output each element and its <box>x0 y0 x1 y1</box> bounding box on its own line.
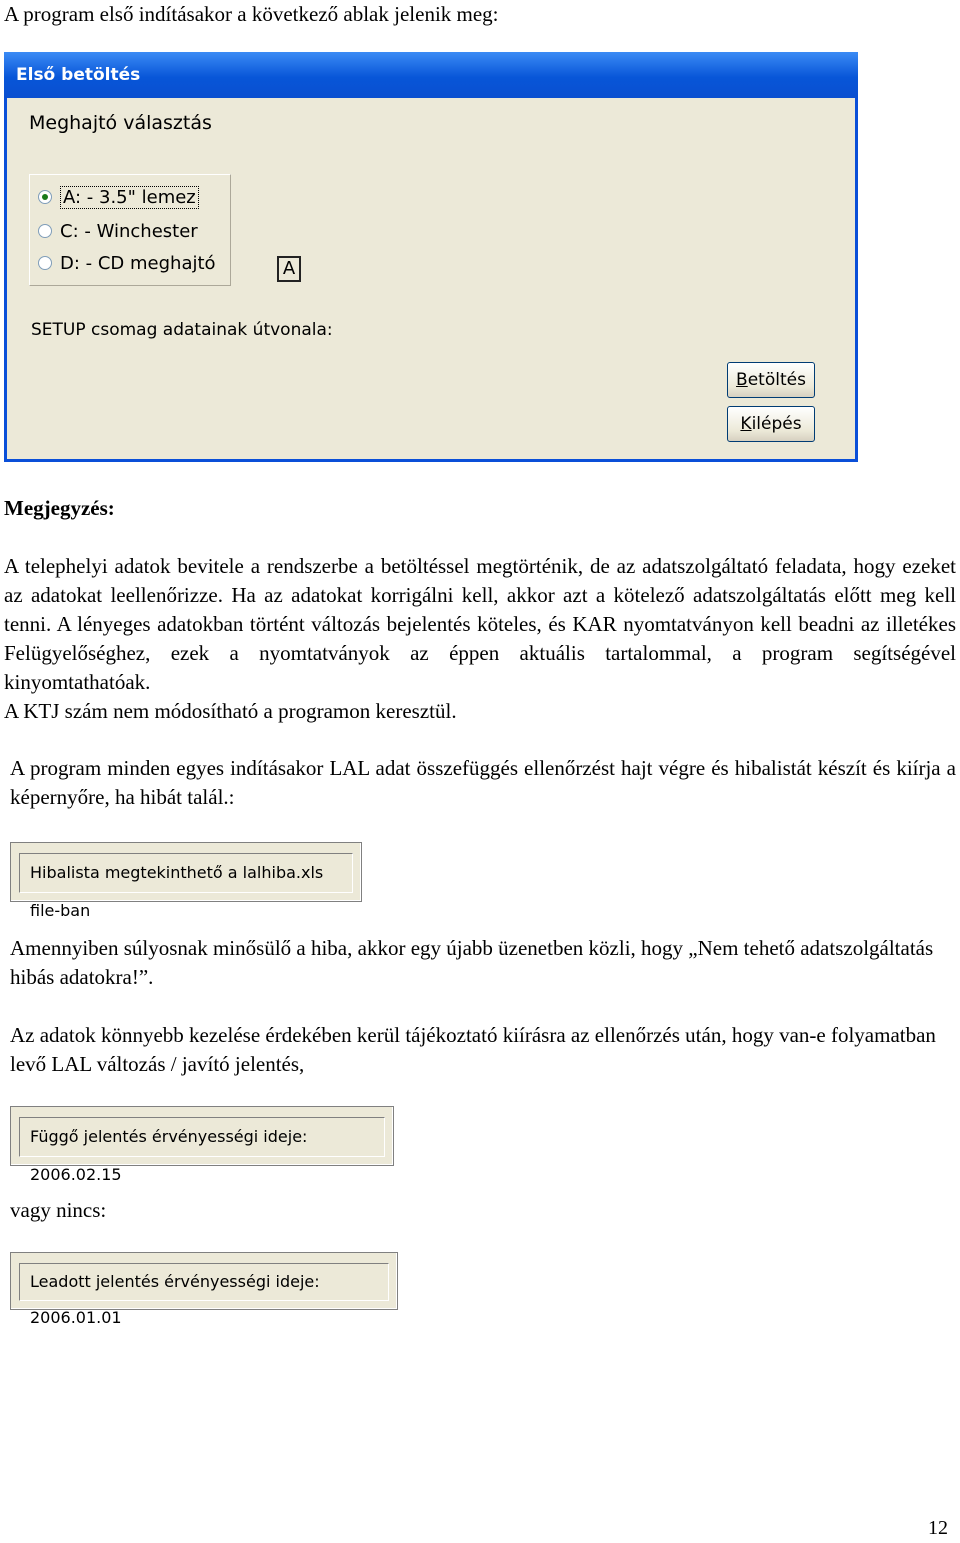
dialog-title: Első betöltés <box>4 52 858 98</box>
radio-label: A: - 3.5" lemez <box>60 186 199 209</box>
radio-drive-c[interactable] <box>38 217 198 245</box>
pending-report-panel <box>10 1106 394 1184</box>
drive-letter-box: A <box>277 256 301 282</box>
submitted-report-panel <box>10 1252 398 1327</box>
submitted-report-text: Leadott jelentés érvényességi ideje: 2006.01.01 <box>19 1263 389 1301</box>
radio-drive-a[interactable] <box>38 183 199 211</box>
pending-report-text: Függő jelentés érvényességi ideje: 2006.02.15 <box>19 1117 385 1157</box>
note-paragraph: A telephelyi adatok bevitele a rendszerbe a betöltéssel megtörténik, de az adatszolgáltató feladata, hogy ezeket az adatokat leellenőrizze. Ha az adatokat korrigálni kell, akkor azt a kötelező adatszolgáltatás előtt meg kell tenni. A lényeges adatokban történt változás bejelentés köteles, és KAR nyomtatványon kell beadni az illetékes Felügyelőséghez, ezek a nyomtatványok az éppen aktuális tartalommal, a program segítségével kinyomtathatóak. <box>4 554 956 694</box>
note-heading: Megjegyzés: <box>4 496 115 520</box>
error-list-text: Hibalista megtekinthető a lalhiba.xls file-ban <box>19 853 353 893</box>
first-load-dialog <box>4 52 858 462</box>
drive-select-label: Meghajtó választás <box>29 112 212 134</box>
info-paragraph: Az adatok könnyebb kezelése érdekében kerül tájékoztató kiírásra az ellenőrzés után, hogy van-e folyamatban levő LAL változás / javító jelentés, <box>10 1023 936 1076</box>
or-none-text: vagy nincs: <box>10 1198 107 1222</box>
radio-drive-d[interactable] <box>38 249 216 277</box>
exit-button[interactable]: Kilépés <box>727 406 815 442</box>
setup-path-label: SETUP csomag adatainak útvonala: <box>31 320 333 340</box>
radio-checked-icon <box>38 190 52 204</box>
radio-label: D: - CD meghajtó <box>60 252 216 274</box>
lal-paragraph: A program minden egyes indításakor LAL adat összefüggés ellenőrzést hajt végre és hibalistát készít és kiírja a képernyőre, ha hibát talál.: <box>10 756 956 809</box>
radio-label: C: - Winchester <box>60 220 198 242</box>
error-list-panel <box>10 842 362 920</box>
intro-text: A program első indításakor a következő ablak jelenik meg: <box>4 2 499 26</box>
load-button[interactable]: Betöltés <box>727 362 815 398</box>
page-number: 12 <box>928 1517 948 1539</box>
drive-radio-group <box>29 174 231 286</box>
radio-unchecked-icon <box>38 224 52 238</box>
serious-error-paragraph: Amennyiben súlyosnak minősülő a hiba, akkor egy újabb üzenetben közli, hogy „Nem tehető adatszolgáltatás hibás adatokra!”. <box>10 936 934 989</box>
ktj-line: A KTJ szám nem módosítható a programon keresztül. <box>4 699 457 723</box>
radio-unchecked-icon <box>38 256 52 270</box>
